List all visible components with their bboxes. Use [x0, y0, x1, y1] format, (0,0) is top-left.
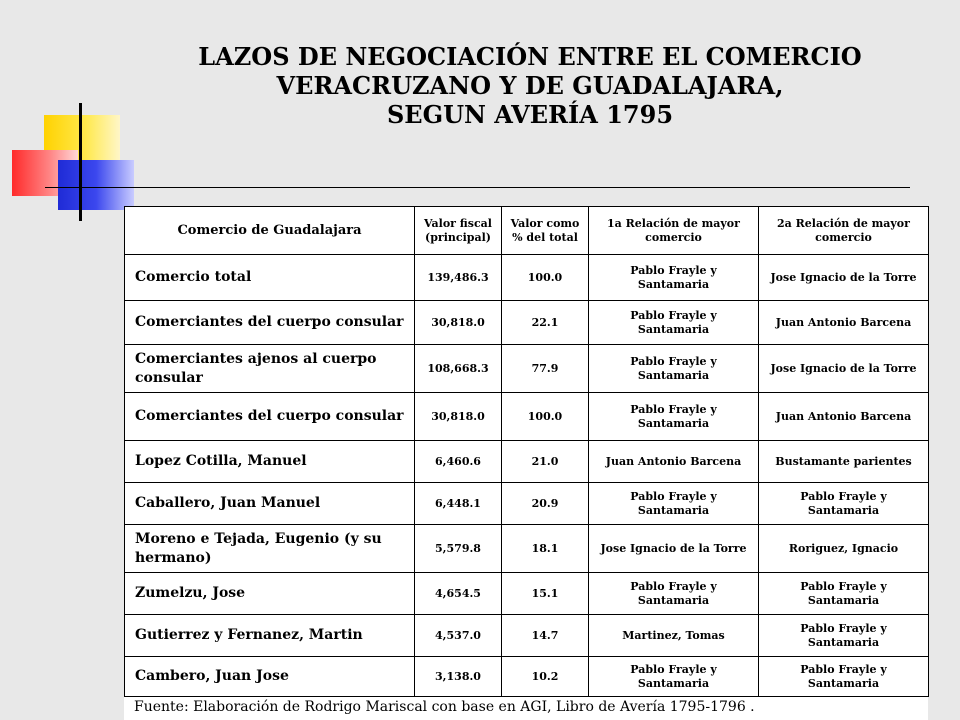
row-percent: 15.1 — [502, 573, 589, 615]
row-commerce-name: Comerciantes del cuerpo consular — [125, 301, 415, 345]
row-fiscal-value: 30,818.0 — [415, 393, 502, 441]
row-percent: 77.9 — [502, 345, 589, 393]
table-row — [125, 345, 929, 393]
row-second-relation: Pablo Frayle y Santamaria — [759, 615, 929, 657]
row-second-relation: Juan Antonio Barcena — [759, 301, 929, 345]
row-first-relation: Martinez, Tomas — [589, 615, 759, 657]
row-percent: 14.7 — [502, 615, 589, 657]
header-fiscal-value: Valor fiscal (principal) — [415, 207, 502, 255]
row-percent: 21.0 — [502, 441, 589, 483]
row-commerce-name: Zumelzu, Jose — [125, 573, 415, 615]
row-commerce-name: Gutierrez y Fernanez, Martin — [125, 615, 415, 657]
table-row — [125, 441, 929, 483]
title-divider-line — [45, 187, 910, 188]
decor-vertical-line — [79, 103, 82, 221]
row-fiscal-value: 3,138.0 — [415, 657, 502, 697]
row-second-relation: Roriguez, Ignacio — [759, 525, 929, 573]
row-commerce-name: Comerciantes ajenos al cuerpo consular — [125, 345, 415, 393]
row-percent: 100.0 — [502, 255, 589, 301]
title-line-3: SEGUN AVERÍA 1795 — [386, 100, 674, 129]
table-row — [125, 573, 929, 615]
row-second-relation: Bustamante parientes — [759, 441, 929, 483]
row-percent: 22.1 — [502, 301, 589, 345]
title-line-1: LAZOS DE NEGOCIACIÓN ENTRE EL COMERCIO — [198, 42, 862, 71]
row-first-relation: Pablo Frayle y Santamaria — [589, 573, 759, 615]
row-commerce-name: Moreno e Tejada, Eugenio (y su hermano) — [125, 525, 415, 573]
table-row — [125, 525, 929, 573]
title-line-2: VERACRUZANO Y DE GUADALAJARA, — [276, 71, 784, 100]
row-fiscal-value: 4,654.5 — [415, 573, 502, 615]
row-fiscal-value: 4,537.0 — [415, 615, 502, 657]
data-table-panel — [124, 206, 928, 720]
table-row — [125, 615, 929, 657]
decor-blue-square — [58, 160, 134, 210]
row-second-relation: Pablo Frayle y Santamaria — [759, 483, 929, 525]
table-header-row — [125, 207, 929, 255]
row-commerce-name: Caballero, Juan Manuel — [125, 483, 415, 525]
row-fiscal-value: 108,668.3 — [415, 345, 502, 393]
source-note: Fuente: Elaboración de Rodrigo Mariscal con base en AGI, Libro de Avería 1795-1796 . — [134, 699, 755, 715]
header-commerce: Comercio de Guadalajara — [125, 207, 415, 255]
row-first-relation: Pablo Frayle y Santamaria — [589, 301, 759, 345]
table-row — [125, 301, 929, 345]
row-fiscal-value: 6,460.6 — [415, 441, 502, 483]
row-fiscal-value: 139,486.3 — [415, 255, 502, 301]
row-second-relation: Juan Antonio Barcena — [759, 393, 929, 441]
row-percent: 10.2 — [502, 657, 589, 697]
row-fiscal-value: 30,818.0 — [415, 301, 502, 345]
table-row — [125, 255, 929, 301]
row-first-relation: Pablo Frayle y Santamaria — [589, 657, 759, 697]
commerce-table — [124, 206, 929, 697]
table-row — [125, 657, 929, 697]
row-second-relation: Pablo Frayle y Santamaria — [759, 573, 929, 615]
row-second-relation: Jose Ignacio de la Torre — [759, 345, 929, 393]
row-first-relation: Pablo Frayle y Santamaria — [589, 393, 759, 441]
row-second-relation: Jose Ignacio de la Torre — [759, 255, 929, 301]
header-first-relation: 1a Relación de mayor comercio — [589, 207, 759, 255]
row-commerce-name: Lopez Cotilla, Manuel — [125, 441, 415, 483]
row-commerce-name: Comercio total — [125, 255, 415, 301]
row-second-relation: Pablo Frayle y Santamaria — [759, 657, 929, 697]
row-percent: 20.9 — [502, 483, 589, 525]
header-second-relation: 2a Relación de mayor comercio — [759, 207, 929, 255]
row-fiscal-value: 5,579.8 — [415, 525, 502, 573]
row-commerce-name: Cambero, Juan Jose — [125, 657, 415, 697]
table-row — [125, 393, 929, 441]
header-percent: Valor como % del total — [502, 207, 589, 255]
row-percent: 100.0 — [502, 393, 589, 441]
row-commerce-name: Comerciantes del cuerpo consular — [125, 393, 415, 441]
row-fiscal-value: 6,448.1 — [415, 483, 502, 525]
slide-title — [130, 42, 930, 129]
row-first-relation: Pablo Frayle y Santamaria — [589, 255, 759, 301]
table-row — [125, 483, 929, 525]
row-percent: 18.1 — [502, 525, 589, 573]
row-first-relation: Pablo Frayle y Santamaria — [589, 483, 759, 525]
row-first-relation: Pablo Frayle y Santamaria — [589, 345, 759, 393]
row-first-relation: Jose Ignacio de la Torre — [589, 525, 759, 573]
row-first-relation: Juan Antonio Barcena — [589, 441, 759, 483]
